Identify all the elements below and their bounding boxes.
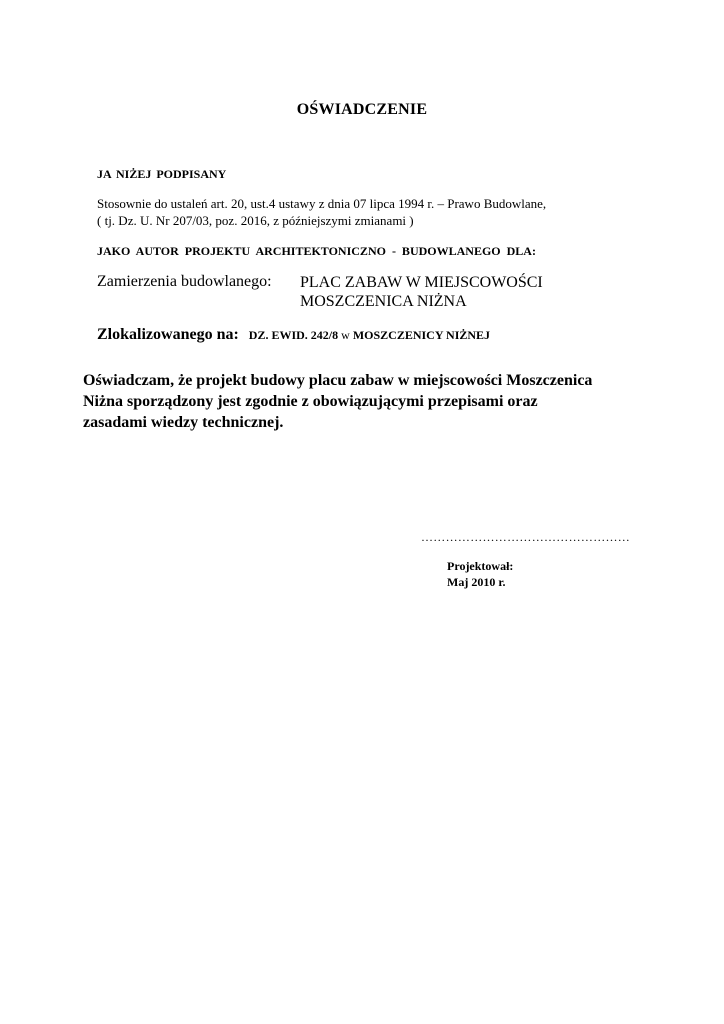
location-row [97,326,490,344]
project-value-line-1: PLAC ZABAW W MIEJSCOWOŚCI [300,274,543,291]
declaration-line-3: zasadami wiedzy technicznej. [83,414,284,431]
location-label: Zlokalizowanego na: [97,326,239,343]
project-label: Zamierzenia budowlanego: [97,273,272,290]
project-value [300,273,640,311]
signatory-heading: JA NIŻEJ PODPISANY [97,167,227,181]
declaration-text [83,370,653,433]
author-role-heading: JAKO AUTOR PROJEKTU ARCHITEKTONICZNO - BUDOWLANEGO DLA: [97,244,536,258]
location-value [249,328,490,342]
location-preposition: w [338,328,353,342]
declaration-line-1: Oświadczam, że projekt budowy placu zabaw w miejscowości Moszczenica [83,372,593,389]
location-parcel: DZ. EWID. 242/8 [248,328,339,342]
signature-block [447,558,513,590]
document-date: Maj 2010 r. [447,575,506,589]
legal-basis-line-2: ( tj. Dz. U. Nr 207/03, poz. 2016, z późniejszymi zmianami ) [97,213,414,228]
designer-label: Projektował: [447,559,514,573]
location-village: MOSZCZENICY NIŻNEJ [352,328,491,342]
legal-basis-line-1: Stosownie do ustaleń art. 20, ust.4 ustawy z dnia 07 lipca 1994 r. – Prawo Budowlane, [97,196,547,211]
signature-line: …………………………………………… [421,530,631,544]
project-row [97,273,543,310]
declaration-line-2: Niżna sporządzony jest zgodnie z obowiązującymi przepisami oraz [83,393,538,410]
document-title: OŚWIADCZENIE [296,101,428,118]
legal-basis [97,195,546,229]
project-value-line-2: MOSZCZENICA NIŻNA [300,293,467,310]
